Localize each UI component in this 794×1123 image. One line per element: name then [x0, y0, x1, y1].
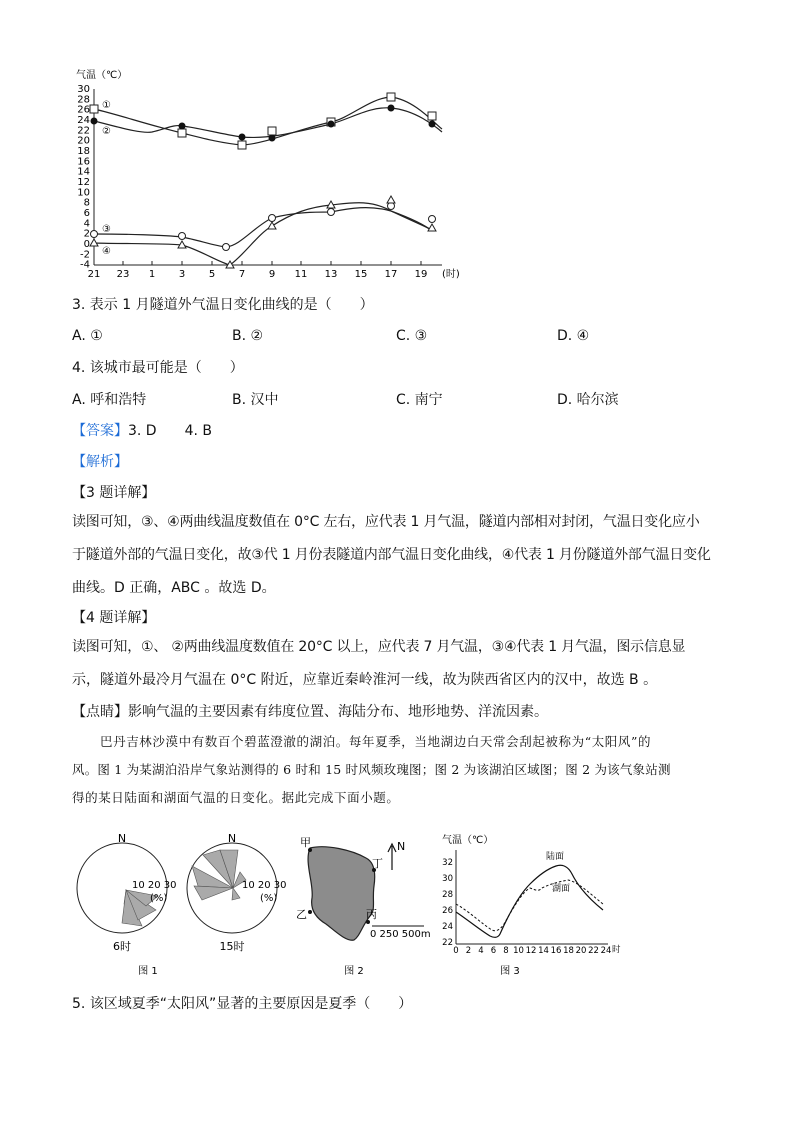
dot-marker — [179, 123, 186, 130]
y-tick: 6 — [83, 208, 90, 219]
scale-label: 10 20 30 — [132, 880, 177, 891]
curve-label-4: ④ — [102, 246, 111, 257]
x-tick: 11 — [294, 269, 308, 280]
x-tick: 17 — [384, 269, 398, 280]
square-marker — [387, 93, 395, 101]
y-tick: 32 — [442, 858, 453, 868]
label-ding: 丁 — [372, 857, 383, 870]
y-tick: 10 — [77, 187, 90, 199]
figure-3-caption: 图 3 — [500, 966, 520, 977]
wind-rose-figure — [70, 828, 292, 978]
y-tick: 0 — [83, 239, 90, 250]
triangle-marker — [428, 224, 436, 231]
curve-label-3: ③ — [102, 224, 111, 235]
lake-map-figure — [296, 832, 446, 978]
scale-label: 10 20 30 — [242, 880, 287, 891]
answer-text: 3. D 4. B — [128, 423, 212, 439]
rose-label-6: 6时 — [113, 940, 131, 953]
x-tick: 1 — [148, 269, 156, 280]
story-line: 得的某日陆面和湖面气温的日变化。据此完成下面小题。 — [72, 790, 400, 805]
curve-label-1: ① — [102, 100, 111, 111]
lake-shape — [308, 847, 375, 940]
y-tick: 22 — [442, 938, 453, 948]
label-bing: 丙 — [366, 908, 377, 921]
x-tick: 22 — [588, 946, 599, 956]
y-tick: 30 — [442, 874, 453, 884]
curve-4 — [94, 203, 432, 265]
detail-4-title: 【4 题详解】 — [72, 610, 156, 626]
x-tick: 24 — [600, 946, 612, 956]
y-ticks — [77, 84, 90, 271]
dot-marker — [91, 118, 98, 125]
x-tick: 21 — [87, 269, 101, 280]
north-label: N — [117, 832, 127, 845]
triangle-marker — [268, 222, 276, 229]
dianjing-text: 影响气温的主要因素有纬度位置、海陆分布、地形地势、洋流因素。 — [128, 704, 548, 720]
dianjing-line — [72, 702, 548, 722]
square-marker — [90, 105, 98, 113]
y-tick: -2 — [80, 249, 90, 261]
y-tick: 8 — [83, 197, 90, 209]
y-tick: 28 — [77, 94, 90, 106]
y-ticks — [442, 858, 453, 948]
y-tick: 26 — [442, 906, 453, 916]
square-marker — [178, 129, 186, 137]
circle-marker — [269, 215, 276, 222]
y-tick: 24 — [77, 115, 90, 126]
question-3-stem: 3. 表示 1 月隧道外气温日变化曲线的是（ ） — [72, 297, 374, 313]
q4-option-b[interactable]: B. 汉中 — [232, 392, 279, 408]
circle-marker — [429, 216, 436, 223]
q4-option-c[interactable]: C. 南宁 — [396, 392, 443, 408]
percent-label: (%) — [260, 893, 278, 904]
y-tick: 30 — [77, 84, 90, 95]
y-tick: 22 — [77, 125, 90, 137]
y-tick: 12 — [77, 177, 90, 188]
x-unit: (时) — [442, 269, 460, 280]
y-tick: 16 — [77, 156, 90, 168]
square-marker — [268, 127, 276, 135]
y-tick: 14 — [77, 166, 90, 178]
y-tick: 26 — [77, 104, 90, 116]
dot-marker — [239, 134, 246, 141]
dot-marker — [429, 121, 436, 128]
triangle-marker — [387, 196, 395, 203]
y-tick: 28 — [442, 890, 453, 900]
story-passage — [72, 728, 732, 812]
y-tick: 24 — [442, 922, 453, 932]
x-tick: 6 — [490, 946, 497, 956]
curve-3 — [94, 208, 432, 247]
scale-label: 0 250 500m — [370, 929, 431, 940]
figure-1-caption: 图 1 — [138, 966, 158, 977]
dot-marker — [269, 135, 276, 142]
y-tick: 4 — [83, 218, 90, 230]
circle-marker — [328, 209, 335, 216]
detail-3-line: 读图可知，③、④两曲线温度数值在 0°C 左右，应代表 1 月气温，隧道内部相对封闭，气温日变化应小 — [72, 514, 700, 530]
story-line: 风。图 1 为某湖泊沿岸气象站测得的 6 时和 15 时风频玫瑰图；图 2 为该湖泊区域图；图 2 为该气象站测 — [72, 762, 671, 777]
x-tick: 14 — [538, 946, 549, 956]
q3-option-c[interactable]: C. ③ — [396, 328, 428, 344]
x-tick: 5 — [208, 269, 216, 280]
answer-tag: 【答案】 — [72, 423, 128, 439]
q3-option-d[interactable]: D. ④ — [557, 328, 590, 344]
land-lake-temp-chart — [438, 830, 628, 978]
x-tick: 10 — [513, 946, 524, 956]
x-tick: 13 — [324, 269, 338, 280]
square-marker — [238, 141, 246, 149]
x-ticks — [88, 261, 460, 280]
x-tick: 19 — [414, 269, 428, 280]
circle-marker — [223, 244, 230, 251]
story-line: 巴丹吉林沙漠中有数百个碧蓝澄澈的湖泊。每年夏季，当地湖边白天常会刮起被称为“太阳风”的 — [100, 734, 652, 749]
detail-3-body — [72, 506, 732, 605]
analysis-tag: 【解析】 — [72, 454, 128, 470]
square-marker — [428, 112, 436, 120]
label-jia: 甲 — [300, 836, 311, 849]
curve-1 — [94, 97, 442, 145]
x-tick: 3 — [178, 269, 186, 280]
question-5-stem: 5. 该区域夏季“太阳风”显著的主要原因是夏季（ ） — [72, 996, 413, 1012]
detail-4-line: 读图可知，①、 ②两曲线温度数值在 20°C 以上，应代表 7 月气温，③④代表 1 月气温，图示信息显 — [72, 639, 686, 655]
x-ticks — [453, 944, 621, 956]
circle-marker — [91, 231, 98, 238]
question-4-stem: 4. 该城市最可能是（ ） — [72, 360, 244, 376]
q4-option-a[interactable]: A. 呼和浩特 — [72, 392, 147, 408]
y-tick: 20 — [77, 135, 90, 147]
land-curve — [456, 865, 603, 937]
x-tick: 18 — [563, 946, 574, 956]
x-tick: 7 — [238, 269, 246, 280]
answer-line — [72, 421, 212, 441]
temperature-chart — [70, 62, 470, 284]
x-tick: 8 — [503, 946, 509, 956]
percent-label: (%) — [150, 893, 168, 904]
x-tick: 0 — [453, 946, 459, 956]
point-yi — [308, 910, 312, 914]
detail-4-line: 示，隧道外最冷月气温在 0°C 附近，应靠近秦岭淮河一线，故为陕西省区内的汉中，故选 B 。 — [72, 672, 658, 688]
land-label: 陆面 — [546, 852, 565, 862]
north-label: N — [397, 840, 406, 853]
circle-marker — [179, 233, 186, 240]
y-tick: 2 — [83, 228, 90, 240]
q4-option-d[interactable]: D. 哈尔滨 — [557, 392, 619, 408]
curve-markers — [90, 93, 436, 268]
detail-3-line: 于隧道外部的气温日变化，故③代 1 月份表隧道内部气温日变化曲线，④代表 1 月份隧道外部气温日变化 — [72, 547, 711, 563]
chart-y-label: 气温（℃） — [442, 835, 494, 846]
label-yi: 乙 — [296, 908, 307, 921]
circle-marker — [388, 203, 395, 210]
y-tick: 18 — [77, 146, 90, 157]
y-tick: -4 — [80, 259, 90, 271]
detail-4-body — [72, 631, 732, 697]
x-tick: 15 — [354, 269, 368, 280]
rose-label-15: 15时 — [219, 940, 245, 953]
q3-option-b[interactable]: B. ② — [232, 328, 264, 344]
x-tick: 16 — [550, 946, 562, 956]
dot-marker — [328, 121, 335, 128]
x-tick: 4 — [478, 946, 484, 956]
dot-marker — [388, 105, 395, 112]
x-tick: 23 — [116, 269, 130, 280]
detail-3-line: 曲线。D 正确，ABC 。故选 D。 — [72, 580, 276, 596]
lake-label: 湖面 — [552, 884, 571, 894]
x-unit: 时 — [612, 945, 621, 955]
x-tick: 12 — [525, 946, 537, 956]
curve-label-2: ② — [102, 126, 111, 137]
chart-y-label: 气温（℃） — [76, 70, 128, 81]
q3-option-a[interactable]: A. ① — [72, 328, 103, 344]
x-tick: 9 — [268, 269, 276, 280]
north-label: N — [227, 832, 237, 845]
rose-15-petals — [192, 850, 246, 900]
dianjing-tag: 【点睛】 — [72, 704, 128, 720]
figure-2-caption: 图 2 — [344, 966, 364, 977]
x-tick: 20 — [575, 946, 587, 956]
x-tick: 2 — [465, 946, 472, 956]
detail-3-title: 【3 题详解】 — [72, 485, 156, 501]
